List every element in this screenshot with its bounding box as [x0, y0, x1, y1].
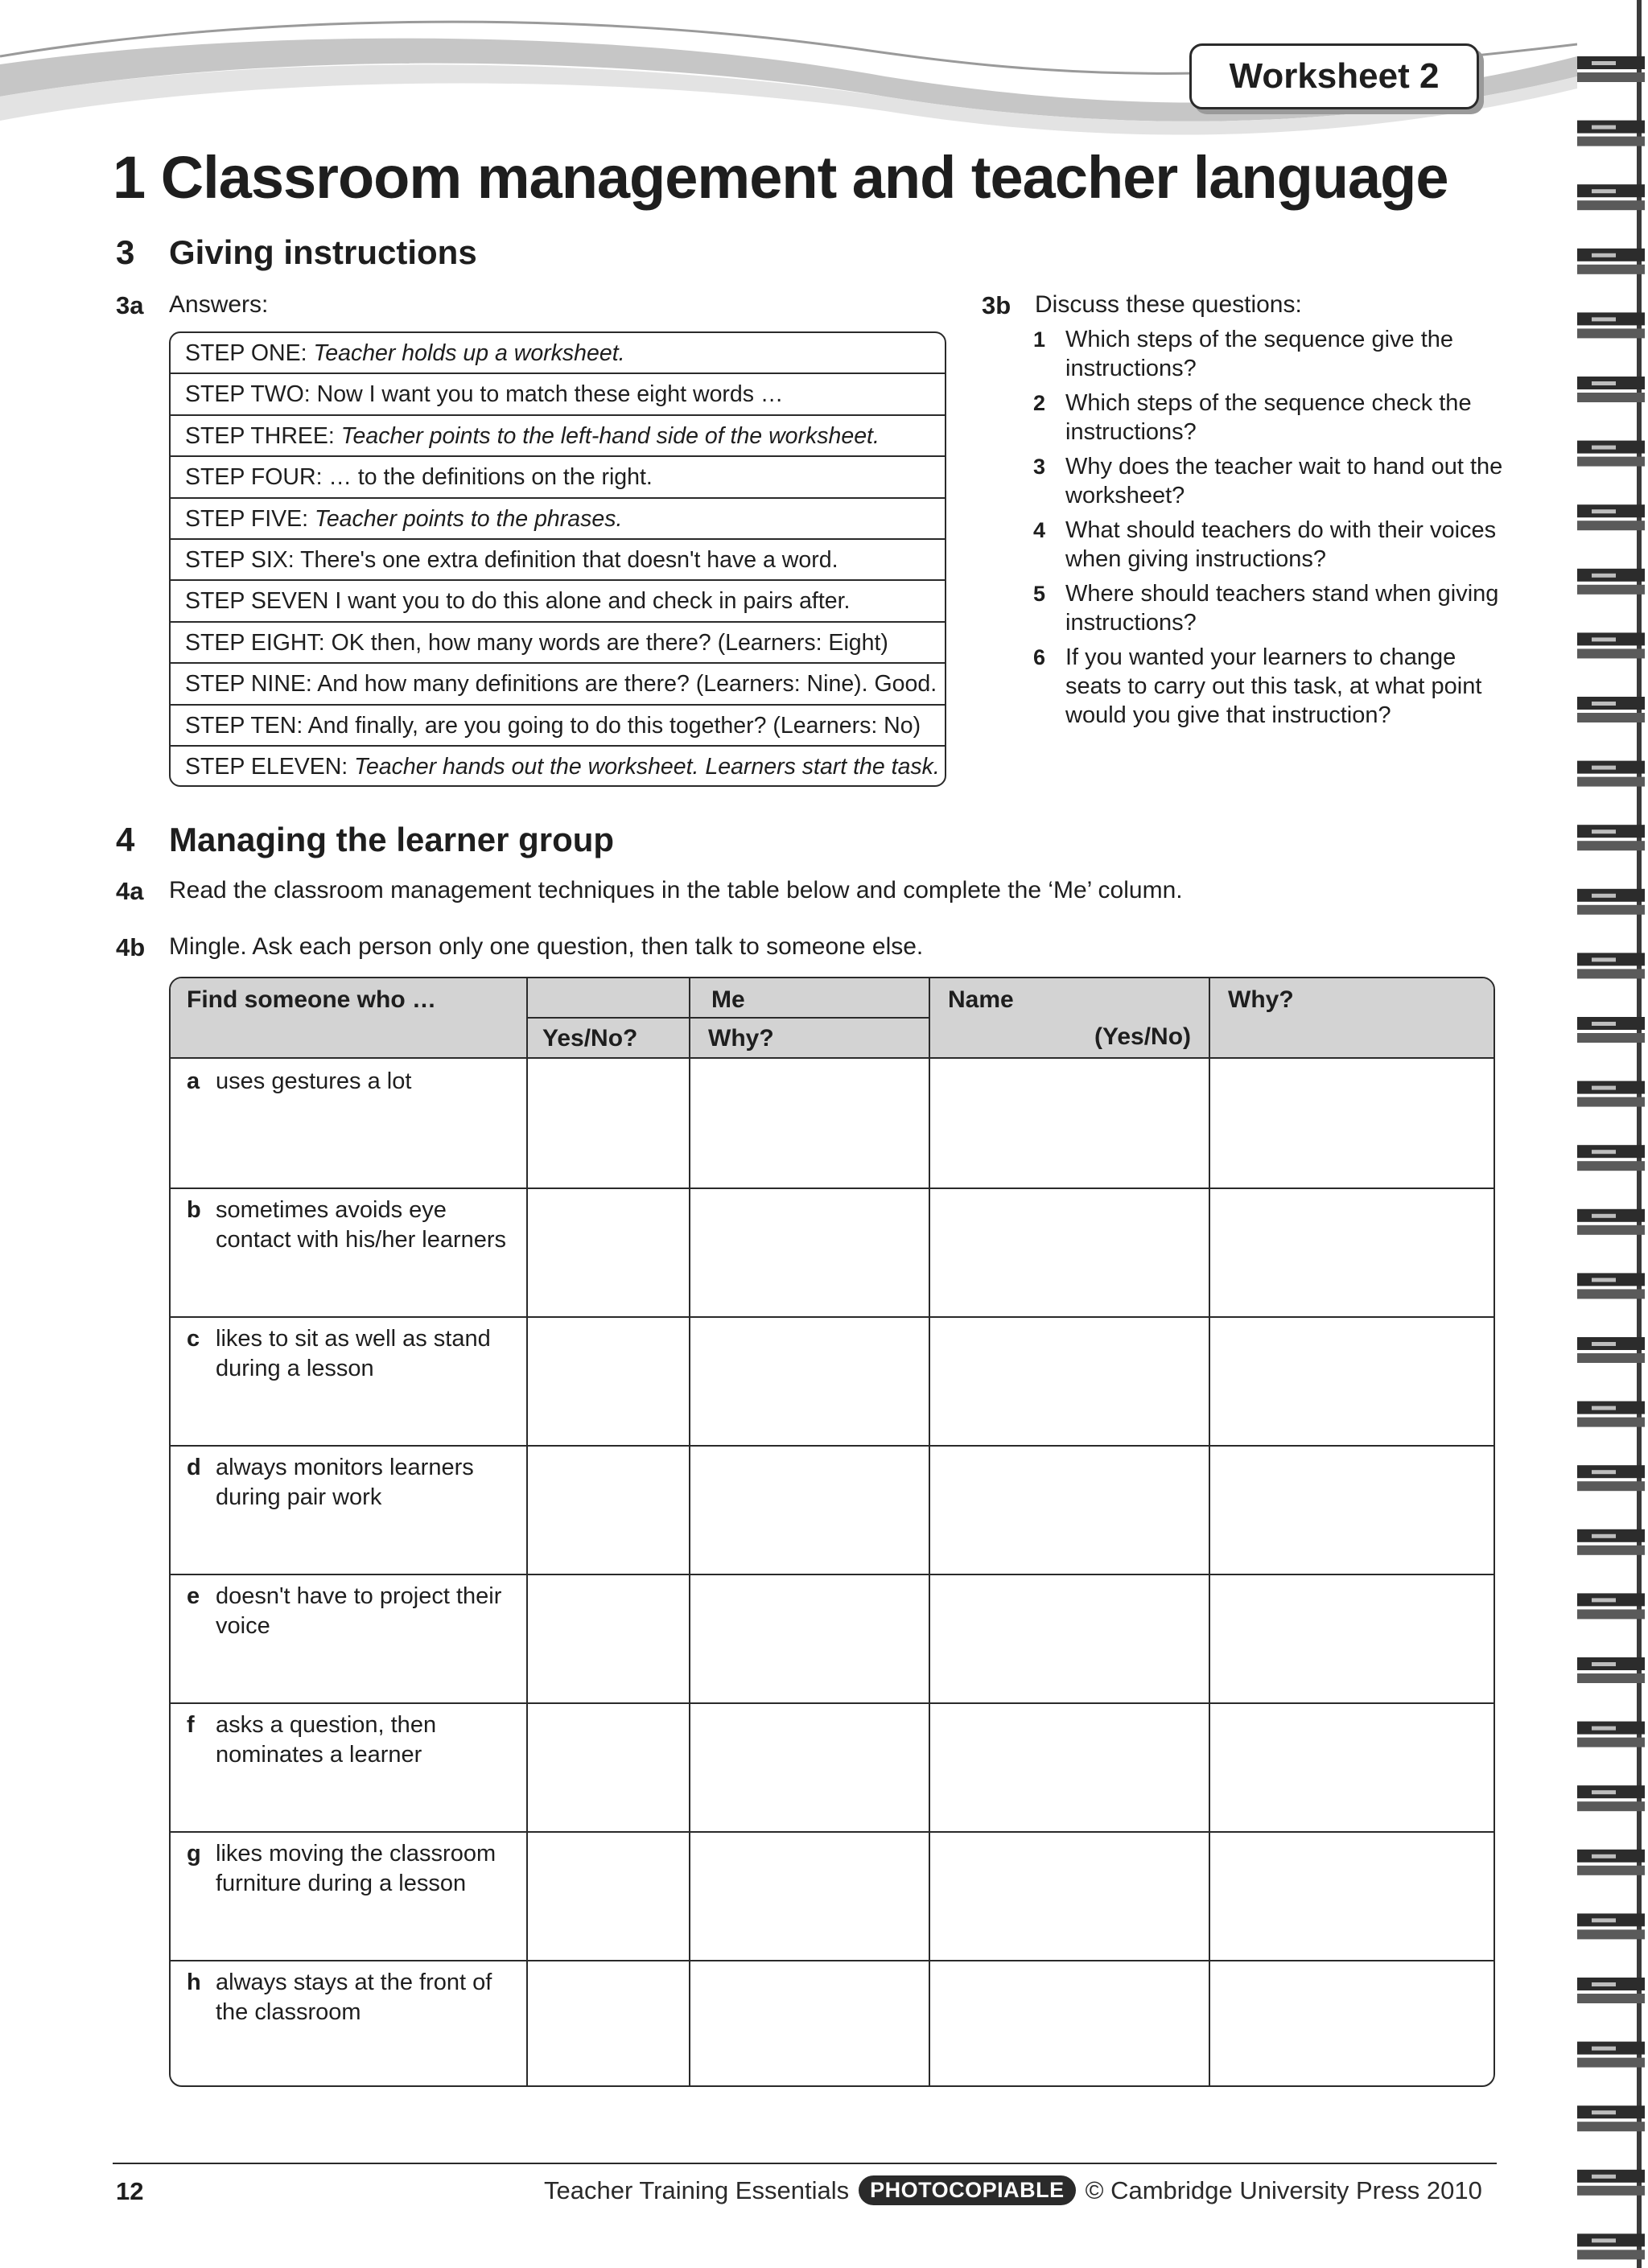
part-3a-label: 3a — [116, 291, 144, 319]
step-text: … to the definitions on the right. — [328, 464, 653, 491]
name-cell[interactable] — [930, 1961, 1207, 2087]
step-label: STEP FIVE: — [185, 505, 309, 532]
step-label: STEP TEN: — [185, 712, 303, 739]
spiral-loop — [1577, 1017, 1645, 1043]
question-number: 6 — [1033, 645, 1046, 669]
header-name-yesno: (Yes/No) — [1094, 1023, 1192, 1050]
name-cell[interactable] — [930, 1189, 1207, 1315]
row-letter: b — [187, 1197, 201, 1223]
footer-copyright: © Cambridge University Press 2010 — [1085, 2175, 1482, 2204]
step-text: Teacher hands out the worksheet. Learners start the task. — [354, 753, 940, 780]
step-row — [171, 706, 945, 747]
spiral-loop — [1577, 889, 1645, 915]
name-cell[interactable] — [930, 1833, 1207, 1958]
step-text: Now I want you to match these eight words … — [316, 381, 784, 408]
question-number: 1 — [1033, 327, 1046, 352]
name-cell[interactable] — [930, 1575, 1207, 1701]
table-row — [171, 1710, 526, 1770]
spiral-loop — [1577, 1722, 1645, 1747]
row-text: always stays at the front of the classroom — [216, 1970, 492, 2025]
part-3a-intro: Answers: — [169, 291, 269, 318]
step-label: STEP THREE: — [185, 422, 335, 449]
find-someone-table — [169, 977, 1495, 2087]
page-title: 1 Classroom management and teacher language — [113, 144, 1448, 211]
spiral-loop — [1577, 56, 1645, 82]
spiral-loop — [1577, 1337, 1645, 1363]
spiral-loop — [1577, 2170, 1645, 2196]
step-text: And finally, are you going to do this together? (Learners: No) — [307, 712, 921, 739]
row-text: asks a question, then nominates a learner — [216, 1712, 437, 1768]
step-row — [171, 499, 945, 540]
me-why-cell[interactable] — [690, 1961, 927, 2087]
spiral-loop — [1577, 1529, 1645, 1555]
question-item — [1033, 643, 1516, 730]
table-row — [171, 1324, 526, 1384]
step-text: Teacher points to the phrases. — [315, 505, 623, 532]
part-4b-label: 4b — [116, 933, 146, 961]
spiral-loop — [1577, 184, 1645, 210]
why-cell[interactable] — [1210, 1318, 1495, 1443]
spiral-loop — [1577, 312, 1645, 338]
question-number: 5 — [1033, 582, 1046, 606]
question-text: Which steps of the sequence check the instructions? — [1065, 390, 1472, 445]
page-number: 12 — [116, 2177, 144, 2205]
question-number: 3 — [1033, 455, 1046, 479]
step-row — [171, 374, 945, 415]
row-text: likes to sit as well as stand during a lesson — [216, 1326, 491, 1381]
part-4a-label: 4a — [116, 877, 144, 905]
step-text: And how many definitions are there? (Learners: Nine). Good. — [317, 671, 937, 698]
question-text: Why does the teacher wait to hand out the worksheet? — [1065, 454, 1503, 508]
step-label: STEP FOUR: — [185, 464, 323, 491]
spiral-loop — [1577, 2042, 1645, 2068]
footer-rule — [113, 2163, 1497, 2164]
footer-credit — [544, 2175, 1482, 2205]
row-text: sometimes avoids eye contact with his/her learners — [216, 1197, 507, 1253]
row-text: likes moving the classroom furniture during a lesson — [216, 1841, 496, 1896]
part-3b-intro: Discuss these questions: — [1035, 291, 1302, 318]
row-letter: d — [187, 1455, 201, 1480]
row-letter: a — [187, 1068, 200, 1094]
spiral-loop — [1577, 761, 1645, 787]
name-cell[interactable] — [930, 1060, 1207, 1186]
me-yesno-cell[interactable] — [528, 1704, 687, 1830]
step-text: I want you to do this alone and check in pairs after. — [335, 588, 851, 615]
header-find-someone: Find someone who … — [187, 986, 437, 1013]
me-yesno-cell[interactable] — [528, 1575, 687, 1701]
header-me: Me — [711, 986, 745, 1013]
question-item — [1033, 389, 1516, 447]
footer-book-title: Teacher Training Essentials — [544, 2175, 850, 2204]
steps-answer-box — [169, 331, 946, 787]
row-letter: c — [187, 1326, 200, 1352]
why-cell[interactable] — [1210, 1189, 1495, 1315]
spiral-loop — [1577, 953, 1645, 978]
step-row — [171, 416, 945, 457]
spiral-loop — [1577, 1850, 1645, 1875]
spiral-loop — [1577, 1785, 1645, 1811]
discussion-questions-list — [1033, 325, 1516, 735]
step-label: STEP SEVEN — [185, 588, 329, 615]
step-label: STEP NINE: — [185, 671, 312, 698]
spiral-loop — [1577, 697, 1645, 722]
header-me-yesno: Yes/No? — [542, 1025, 638, 1052]
header-me-why: Why? — [708, 1025, 774, 1052]
me-yesno-cell[interactable] — [528, 1060, 687, 1186]
question-number: 4 — [1033, 518, 1046, 542]
question-item — [1033, 325, 1516, 383]
row-letter: g — [187, 1841, 201, 1867]
step-row — [171, 540, 945, 581]
question-text: If you wanted your learners to change seats to carry out this task, at what point would you give that instruction? — [1065, 644, 1482, 728]
me-yesno-cell[interactable] — [528, 1833, 687, 1958]
name-cell[interactable] — [930, 1704, 1207, 1830]
spiral-loop — [1577, 1081, 1645, 1107]
why-cell[interactable] — [1210, 1575, 1495, 1701]
question-item — [1033, 516, 1516, 574]
spiral-loop — [1577, 1209, 1645, 1235]
row-text: always monitors learners during pair work — [216, 1455, 474, 1510]
spiral-loop — [1577, 1913, 1645, 1939]
step-label: STEP ELEVEN: — [185, 753, 348, 780]
question-text: Which steps of the sequence give the instructions? — [1065, 327, 1454, 381]
step-text: There's one extra definition that doesn't have a word. — [300, 546, 838, 573]
step-text: Teacher points to the left-hand side of the worksheet. — [340, 422, 880, 449]
question-number: 2 — [1033, 391, 1046, 415]
me-yesno-cell[interactable] — [528, 1961, 687, 2087]
me-why-cell[interactable] — [690, 1447, 927, 1572]
row-text: doesn't have to project their voice — [216, 1583, 502, 1639]
step-label: STEP TWO: — [185, 381, 311, 408]
me-why-cell[interactable] — [690, 1060, 927, 1186]
question-item — [1033, 579, 1516, 637]
name-cell[interactable] — [930, 1318, 1207, 1443]
table-row — [171, 1453, 526, 1513]
table-row — [171, 1582, 526, 1641]
spiral-loop — [1577, 569, 1645, 595]
part-3b-label: 3b — [982, 291, 1011, 319]
question-text: Where should teachers stand when giving instructions? — [1065, 581, 1499, 636]
step-row — [171, 664, 945, 705]
part-4a-text: Read the classroom management techniques in the table below and complete the ‘Me’ column. — [169, 877, 1183, 903]
me-why-cell[interactable] — [690, 1833, 927, 1958]
part-4b-text: Mingle. Ask each person only one question, then talk to someone else. — [169, 933, 924, 960]
step-row — [171, 747, 945, 787]
me-yesno-cell[interactable] — [528, 1189, 687, 1315]
question-item — [1033, 452, 1516, 510]
spiral-loop — [1577, 2105, 1645, 2131]
me-yesno-cell[interactable] — [528, 1318, 687, 1443]
step-label: STEP EIGHT: — [185, 629, 325, 656]
row-text: uses gestures a lot — [216, 1068, 412, 1094]
row-letter: f — [187, 1712, 195, 1738]
step-text: OK then, how many words are there? (Learners: Eight) — [331, 629, 888, 656]
step-row — [171, 623, 945, 664]
spiral-loop — [1577, 121, 1645, 146]
spiral-loop — [1577, 2233, 1645, 2259]
step-row — [171, 333, 945, 374]
spiral-loop — [1577, 1593, 1645, 1619]
spiral-loop — [1577, 1145, 1645, 1171]
step-row — [171, 457, 945, 498]
why-cell[interactable] — [1210, 1704, 1495, 1830]
why-cell[interactable] — [1210, 1060, 1495, 1186]
name-cell[interactable] — [930, 1447, 1207, 1572]
section-4-number: 4 — [116, 821, 135, 858]
section-3-number: 3 — [116, 233, 135, 271]
table-row — [171, 1196, 526, 1255]
row-letter: e — [187, 1583, 200, 1609]
me-why-cell[interactable] — [690, 1189, 927, 1315]
table-row — [171, 1839, 526, 1899]
row-letter: h — [187, 1970, 201, 1995]
spiral-loop — [1577, 377, 1645, 402]
spiral-loop — [1577, 1273, 1645, 1299]
photocopiable-badge: PHOTOCOPIABLE — [859, 2175, 1076, 2205]
me-why-cell[interactable] — [690, 1318, 927, 1443]
spiral-loop — [1577, 1402, 1645, 1427]
spiral-loop — [1577, 1657, 1645, 1683]
why-cell[interactable] — [1210, 1447, 1495, 1572]
table-row — [171, 1968, 526, 2027]
spiral-loop — [1577, 825, 1645, 850]
step-text: Teacher holds up a worksheet. — [313, 340, 625, 366]
why-cell[interactable] — [1210, 1833, 1495, 1958]
spiral-loop — [1577, 249, 1645, 274]
header-why: Why? — [1228, 986, 1294, 1013]
spiral-loop — [1577, 504, 1645, 530]
step-row — [171, 581, 945, 622]
spiral-spine — [1637, 0, 1642, 2268]
section-4-title: Managing the learner group — [169, 821, 615, 858]
table-row — [171, 1067, 526, 1097]
section-3-title: Giving instructions — [169, 233, 477, 271]
step-label: STEP ONE: — [185, 340, 307, 366]
step-label: STEP SIX: — [185, 546, 295, 573]
me-yesno-cell[interactable] — [528, 1447, 687, 1572]
question-text: What should teachers do with their voices when giving instructions? — [1065, 517, 1497, 572]
spiral-loop — [1577, 632, 1645, 658]
me-why-cell[interactable] — [690, 1704, 927, 1830]
why-cell[interactable] — [1210, 1961, 1495, 2087]
me-subheader-divider — [526, 1017, 929, 1019]
spiral-loop — [1577, 441, 1645, 467]
me-why-cell[interactable] — [690, 1575, 927, 1701]
header-name: Name — [948, 986, 1014, 1013]
spiral-loop — [1577, 1978, 1645, 2003]
worksheet-label: Worksheet 2 — [1189, 43, 1479, 109]
spiral-binding-decoration — [1559, 0, 1648, 2268]
spiral-loop — [1577, 1465, 1645, 1491]
